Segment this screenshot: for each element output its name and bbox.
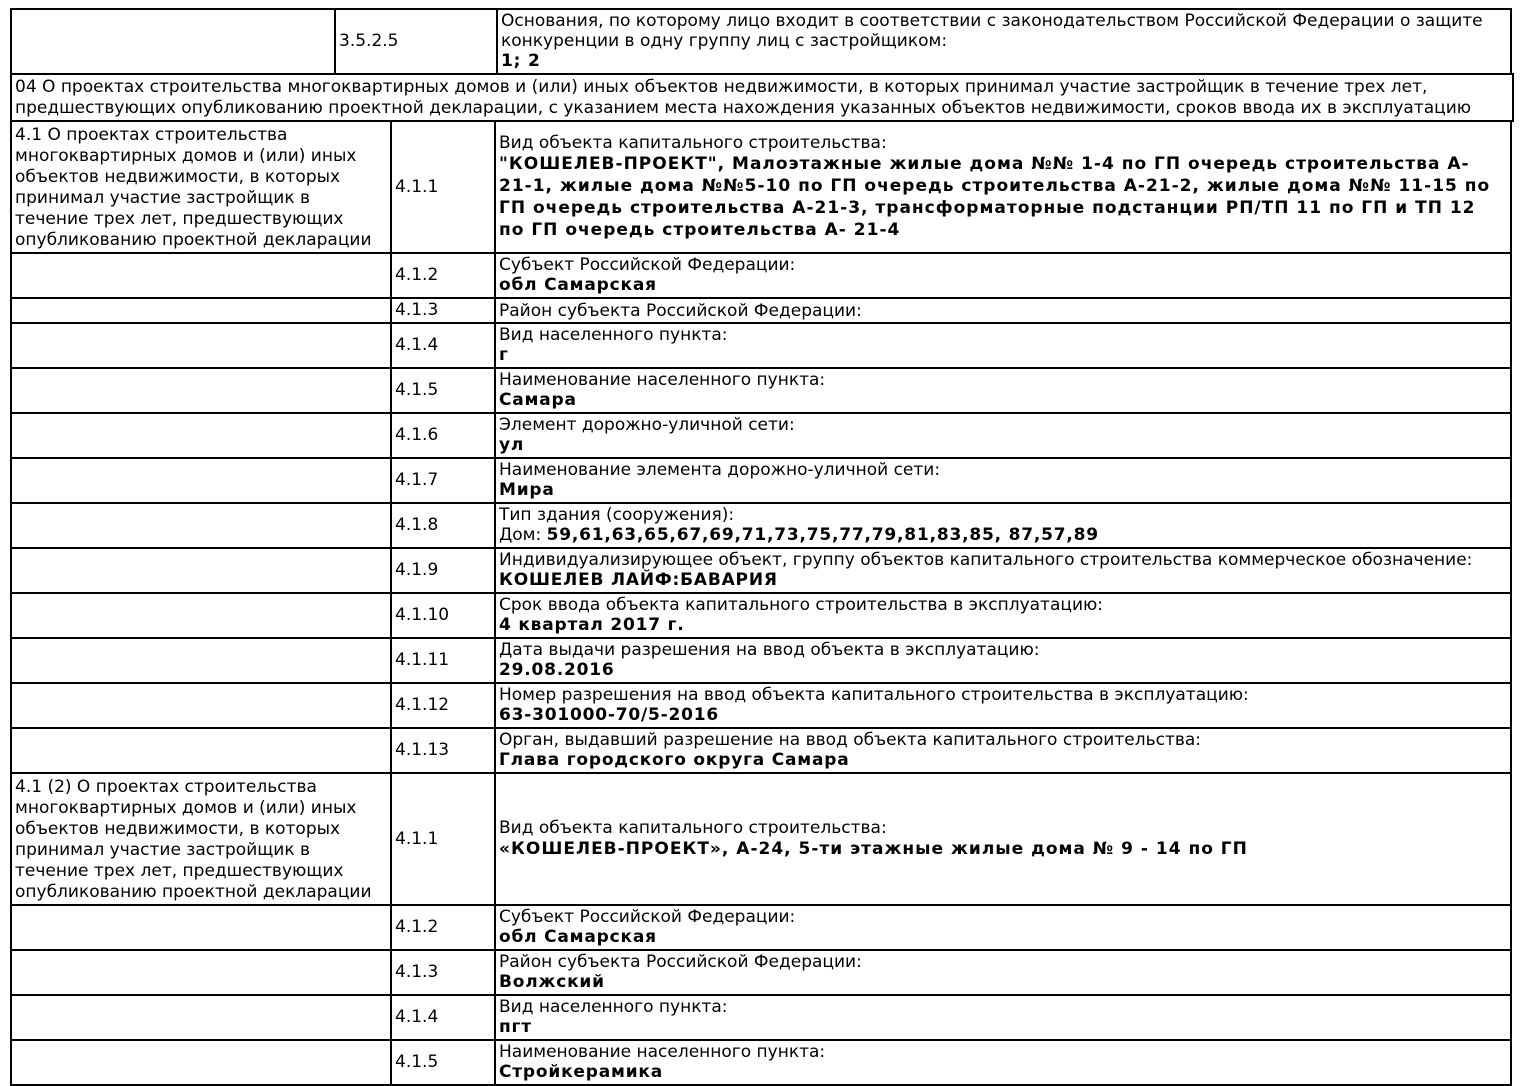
table-row [11, 9, 1511, 74]
row-number: 4.1.3 [395, 300, 439, 320]
row-number-cell [391, 548, 495, 593]
section-description-cell [11, 1040, 391, 1085]
field-value [499, 615, 1507, 636]
row-number: 4.1.1 [395, 176, 439, 197]
section-description-cell [11, 548, 391, 593]
section-description-cell [11, 368, 391, 413]
section-description-cell [11, 458, 391, 503]
row-number: 4.1.13 [395, 740, 450, 760]
row-number-cell [391, 253, 495, 298]
field-label: Вид населенного пункта: [499, 997, 728, 1017]
section-description-cell [11, 413, 391, 458]
row-content-cell [495, 995, 1511, 1040]
field-value-text: Мира [499, 480, 555, 500]
field-value [499, 927, 1507, 948]
field-value [499, 838, 1507, 860]
field-value-text: КОШЕЛЕВ ЛАЙФ:БАВАРИЯ [499, 570, 778, 590]
field-value [499, 275, 1507, 296]
field-value-text: обл Самарская [499, 275, 657, 295]
row-content-cell [495, 1040, 1511, 1085]
section-description: 4.1 О проектах строительства многоквартирных домов и (или) иных объектов недвижимости, в которых принимал участие застройщик в течение трех лет, предшествующих опубликованию проектной декларации [15, 125, 372, 250]
field-value-text: "КОШЕЛЕВ-ПРОЕКТ", Малоэтажные жилые дома №№ 1-4 по ГП очередь строительства А- 21-1, жилые дома №№5-10 по ГП очередь строительства А-21-2, жилые дома №№ 11-15 по ГП очередь строительства А-21-3, трансформаторные подстанции РП/ТП 11 по ГП и ТП 12 по ГП очередь строительства А- 21-4 [499, 154, 1491, 240]
row-number: 4.1.11 [395, 650, 450, 670]
row-number-cell [391, 458, 495, 503]
field-value-text: пгт [499, 1017, 532, 1037]
row-content-cell [495, 905, 1511, 950]
field-label: Тип здания (сооружения): [499, 505, 735, 525]
row-content-cell [495, 121, 1511, 253]
row-number-cell [391, 728, 495, 773]
field-value-text: 4 квартал 2017 г. [499, 615, 685, 635]
field-label: Вид объекта капитального строительства: [499, 133, 887, 153]
row-content-cell [495, 950, 1511, 995]
section-description-cell [11, 995, 391, 1040]
section-description-cell [11, 121, 391, 253]
row-number-cell [391, 638, 495, 683]
table-row [11, 638, 1511, 683]
row-number-cell [391, 413, 495, 458]
row-number-cell [391, 368, 495, 413]
row-number-cell [335, 9, 497, 74]
row-number-cell [391, 995, 495, 1040]
field-value [499, 153, 1507, 241]
table-row [11, 323, 1511, 368]
row-content-cell [495, 638, 1511, 683]
section-description-cell [11, 950, 391, 995]
section-description-cell [11, 9, 335, 74]
table-row [11, 728, 1511, 773]
table-row [11, 458, 1511, 503]
field-value [499, 525, 1507, 546]
field-label: Основания, по которому лицо входит в соответствии с законодательством Российской Федерации о защите конкуренции в одну группу лиц с застройщиком: [501, 11, 1483, 51]
field-label: Вид населенного пункта: [499, 325, 728, 345]
section-description-cell [11, 728, 391, 773]
field-value-text: 59,61,63,65,67,69,71,73,75,77,79,81,83,85, 87,57,89 [546, 525, 1099, 545]
table-row [11, 548, 1511, 593]
field-label: Элемент дорожно-уличной сети: [499, 415, 795, 435]
row-content-cell [495, 323, 1511, 368]
table-row [11, 905, 1511, 950]
row-number: 4.1.5 [395, 1052, 439, 1072]
field-value-text: Волжский [499, 972, 605, 992]
row-number: 4.1.7 [395, 470, 439, 490]
field-value-text: Самара [499, 390, 577, 410]
row-number: 4.1.10 [395, 605, 450, 625]
row-content-cell [497, 9, 1511, 74]
field-value-text: «КОШЕЛЕВ-ПРОЕКТ», А-24, 5-ти этажные жилые дома № 9 - 14 по ГП [499, 839, 1248, 859]
field-label: Номер разрешения на ввод объекта капитального строительства в эксплуатацию: [499, 685, 1249, 705]
table-row [11, 368, 1511, 413]
row-number: 4.1.4 [395, 1007, 439, 1027]
field-value-text: Стройкерамика [499, 1062, 664, 1082]
field-label: Орган, выдавший разрешение на ввод объекта капитального строительства: [499, 730, 1202, 750]
table-row [11, 253, 1511, 298]
row-number: 3.5.2.5 [339, 31, 399, 51]
row-number: 4.1.8 [395, 515, 439, 535]
row-number-cell [391, 503, 495, 548]
table-row [11, 1040, 1511, 1085]
field-value [499, 345, 1507, 366]
section-header: 04 О проектах строительства многоквартирных домов и (или) иных объектов недвижимости, в которых принимал участие застройщик в течение трех лет, предшествующих опубликованию проектной декларации, с указанием места нахождения указанных объектов недвижимости, сроков ввода их в эксплуатацию [10, 73, 1514, 122]
row-number: 4.1.2 [395, 265, 439, 285]
row-number-cell [391, 593, 495, 638]
continuation-table [10, 8, 1512, 75]
table-row [11, 593, 1511, 638]
section-description-cell [11, 905, 391, 950]
field-value [499, 705, 1507, 726]
row-number-cell [391, 121, 495, 253]
field-label: Район субъекта Российской Федерации: [499, 952, 862, 972]
projects-table-body [11, 121, 1511, 1085]
field-label: Наименование элемента дорожно-уличной сети: [499, 460, 941, 480]
field-value [499, 435, 1507, 456]
row-number-cell [391, 950, 495, 995]
table-row [11, 298, 1511, 323]
section-description-cell [11, 323, 391, 368]
field-value-text: обл Самарская [499, 927, 657, 947]
field-label: Вид объекта капитального строительства: [499, 818, 887, 838]
table-row [11, 121, 1511, 253]
section-description: 4.1 (2) О проектах строительства многоквартирных домов и (или) иных объектов недвижимости, в которых принимал участие застройщик в течение трех лет, предшествующих опубликованию проектной декларации [15, 777, 372, 902]
section-description-cell [11, 253, 391, 298]
section-description-cell [11, 298, 391, 323]
row-content-cell [495, 548, 1511, 593]
field-label: Наименование населенного пункта: [499, 1042, 826, 1062]
row-content-cell [495, 593, 1511, 638]
table-row [11, 950, 1511, 995]
field-value [499, 390, 1507, 411]
field-value-text: 63-301000-70/5-2016 [499, 705, 720, 725]
field-value [499, 480, 1507, 501]
field-label: Индивидуализирующее объект, группу объектов капитального строительства коммерческое обозначение: [499, 550, 1473, 570]
table-row [11, 995, 1511, 1040]
row-content-cell [495, 728, 1511, 773]
field-value [499, 972, 1507, 993]
field-value [499, 750, 1507, 771]
row-content-cell [495, 253, 1511, 298]
section-description-cell [11, 683, 391, 728]
section-description-cell [11, 773, 391, 905]
table-row [11, 413, 1511, 458]
field-value-text: Глава городского округа Самара [499, 750, 850, 770]
row-number: 4.1.1 [395, 828, 439, 849]
section-description-cell [11, 638, 391, 683]
row-number: 4.1.3 [395, 962, 439, 982]
row-content-cell [495, 298, 1511, 323]
field-value [499, 660, 1507, 681]
field-value: 1; 2 [501, 51, 541, 71]
field-value-prefix: Дом: [499, 525, 547, 545]
row-number: 4.1.4 [395, 335, 439, 355]
row-content-cell [495, 503, 1511, 548]
row-content-cell [495, 458, 1511, 503]
row-number-cell [391, 905, 495, 950]
row-content-cell [495, 413, 1511, 458]
field-value [499, 1017, 1507, 1038]
field-value [499, 570, 1507, 591]
row-number-cell [391, 323, 495, 368]
field-value-text: ул [499, 435, 525, 455]
row-number: 4.1.9 [395, 560, 439, 580]
field-label: Субъект Российской Федерации: [499, 255, 796, 275]
field-value-text: 29.08.2016 [499, 660, 615, 680]
field-label: Субъект Российской Федерации: [499, 907, 796, 927]
row-number: 4.1.5 [395, 380, 439, 400]
row-content-cell [495, 368, 1511, 413]
row-number-cell [391, 773, 495, 905]
field-label: Наименование населенного пункта: [499, 370, 826, 390]
row-number: 4.1.6 [395, 425, 439, 445]
row-number: 4.1.12 [395, 695, 450, 715]
row-content-cell [495, 773, 1511, 905]
table-row [11, 683, 1511, 728]
field-label: Район субъекта Российской Федерации: [499, 300, 862, 321]
row-number: 4.1.2 [395, 917, 439, 937]
row-number-cell [391, 1040, 495, 1085]
row-number-cell [391, 683, 495, 728]
row-number-cell [391, 298, 495, 323]
section-description-cell [11, 503, 391, 548]
section-description-cell [11, 593, 391, 638]
table-row [11, 773, 1511, 905]
projects-table [10, 120, 1512, 1086]
field-label: Срок ввода объекта капитального строительства в эксплуатацию: [499, 595, 1104, 615]
table-row [11, 503, 1511, 548]
field-label: Дата выдачи разрешения на ввод объекта в эксплуатацию: [499, 640, 1040, 660]
row-content-cell [495, 683, 1511, 728]
field-value-text: г [499, 345, 509, 365]
